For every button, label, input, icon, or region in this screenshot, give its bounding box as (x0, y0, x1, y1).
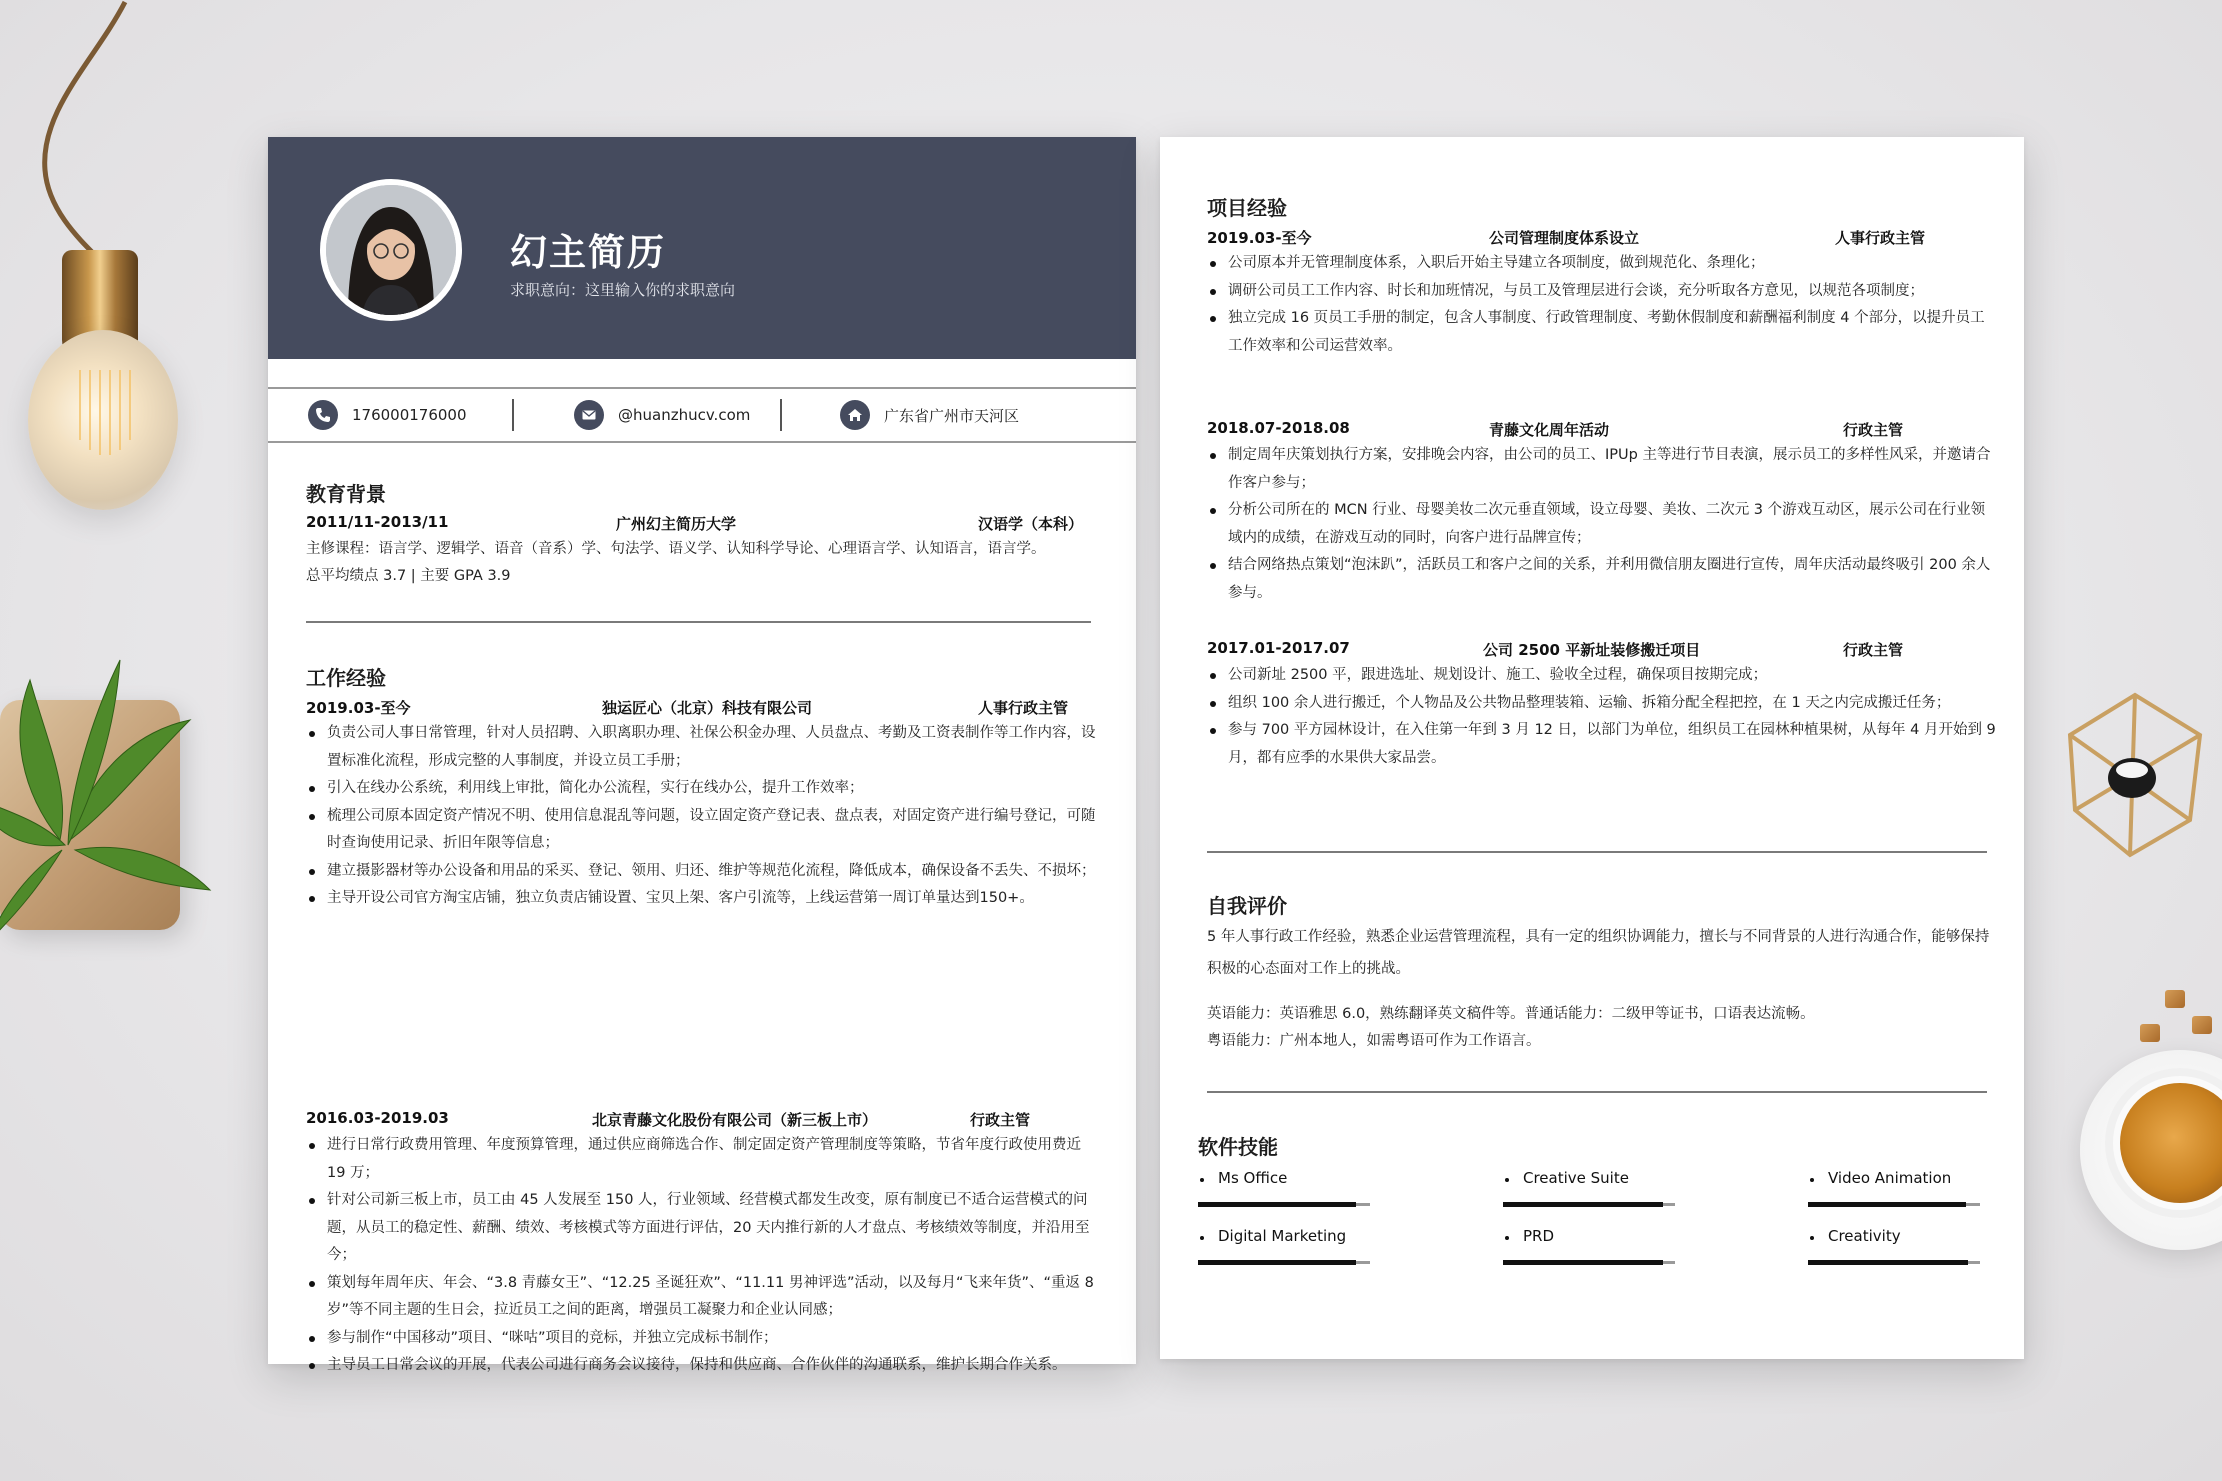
skill-level-fill (1198, 1202, 1356, 1207)
job-row (306, 1109, 1066, 1131)
education-row (306, 513, 1084, 535)
skill-bar (1503, 1203, 1675, 1206)
list-item: 参与 700 平方园林设计，在入住第一年到 3 月 12 日，以部门为单位，组织员工在园林种植果树，从每年 4 月开始到 9 月，都有应季的水果供大家品尝。 (1207, 717, 1997, 772)
skill-item (1503, 1227, 1675, 1264)
project-row (1207, 227, 1967, 249)
skill-bar (1503, 1261, 1675, 1264)
project-period: 2018.07-2018.08 (1207, 419, 1350, 437)
skill-level-fill (1808, 1202, 1966, 1207)
cantonese-skill: 粤语能力：广州本地人，如需粤语可作为工作语言。 (1207, 1033, 1541, 1049)
projects-heading: 项目经验 (1207, 196, 1287, 220)
sugar-cube (2192, 1016, 2212, 1034)
skill-label: Video Animation (1808, 1169, 1980, 1193)
job-role: 人事行政主管 (978, 699, 1069, 717)
language-skills (1207, 1001, 1997, 1055)
person-portrait-icon (326, 185, 456, 315)
list-item: 梳理公司原本固定资产情况不明、使用信息混乱等问题，设立固定资产登记表、盘点表，对固定资产进行编号登记，可随时查询使用记录、折旧年限等信息； (306, 803, 1096, 858)
job-row (306, 697, 1069, 719)
project-bullets (1207, 662, 1997, 772)
list-item: 公司原本并无管理制度体系，入职后开始主导建立各项制度，做到规范化、条理化； (1207, 250, 1997, 278)
list-item: 独立完成 16 页员工手册的制定，包含人事制度、行政管理制度、考勤休假制度和薪酬福利制度 4 个部分，以提升员工工作效率和公司运营效率。 (1207, 305, 1997, 360)
list-item: 策划每年周年庆、年会、“3.8 青藤女王”、“12.25 圣诞狂欢”、“11.11 男神评选”活动，以及每月“飞来年货”、“重返 8 岁”等不同主题的生日会，拉近员工之间的距离，增强员工凝聚力和企业认同感； (306, 1270, 1096, 1325)
job-role: 行政主管 (970, 1111, 1031, 1129)
list-item: 建立摄影器材等办公设备和用品的采买、登记、领用、归还、维护等规范化流程，降低成本，确保设备不丢失、不损坏； (306, 858, 1096, 886)
list-item: 组织 100 余人进行搬迁，个人物品及公共物品整理装箱、运输、拆箱分配全程把控，在 1 天之内完成搬迁任务； (1207, 690, 1997, 718)
bulb-filament-icon (70, 370, 140, 460)
education-gpa: 总平均绩点 3.7 | 主要 GPA 3.9 (306, 568, 511, 584)
divider (780, 399, 782, 431)
list-item: 公司新址 2500 平，跟进选址、规划设计、施工、验收全过程，确保项目按期完成； (1207, 662, 1997, 690)
list-item: 引入在线办公系统，利用线上审批，简化办公流程，实行在线办公，提升工作效率； (306, 775, 1096, 803)
project-period: 2019.03-至今 (1207, 229, 1312, 247)
skill-bar (1808, 1203, 1980, 1206)
project-role: 人事行政主管 (1835, 229, 1926, 247)
project-period: 2017.01-2017.07 (1207, 639, 1350, 657)
address: 广东省广州市天河区 (884, 406, 1020, 425)
resume-title: 幻主简历 (510, 231, 666, 274)
contact-address (840, 399, 1019, 431)
list-item: 调研公司员工工作内容、时长和加班情况，与员工及管理层进行会谈，充分听取各方意见，以规范各项制度； (1207, 278, 1997, 306)
section-divider (1207, 1091, 1987, 1093)
education-major: 汉语学（本科） (978, 515, 1084, 533)
education-period: 2011/11-2013/11 (306, 513, 449, 531)
project-bullets (1207, 442, 1997, 607)
skill-label: Creative Suite (1503, 1169, 1675, 1193)
job-bullets (306, 1132, 1096, 1380)
project-name: 青藤文化周年活动 (1489, 421, 1610, 439)
list-item: 分析公司所在的 MCN 行业、母婴美妆二次元垂直领域，设立母婴、美妆、二次元 3 个游戏互动区，展示公司在行业领域内的成绩，在游戏互动的同时，向客户进行品牌宣传； (1207, 497, 1997, 552)
project-bullets (1207, 250, 1997, 360)
skill-bar (1198, 1203, 1370, 1206)
education-details (306, 536, 1096, 590)
contact-phone (308, 399, 467, 431)
resume-header (268, 137, 1136, 359)
phone-number[interactable]: 176000176000 (352, 406, 467, 424)
education-heading: 教育背景 (306, 482, 386, 506)
job-objective[interactable]: 求职意向：这里输入你的求职意向 (510, 281, 736, 299)
sugar-cube (2140, 1024, 2160, 1042)
section-divider (306, 621, 1091, 623)
email-address[interactable]: @huanzhucv.com (618, 406, 751, 424)
home-icon (840, 400, 870, 430)
skill-label: Creativity (1808, 1227, 1980, 1251)
list-item: 制定周年庆策划执行方案，安排晚会内容，由公司的员工、IPUp 主等进行节目表演，展示员工的多样性风采，并邀请合作客户参与； (1207, 442, 1997, 497)
phone-icon (308, 400, 338, 430)
job-company: 独运匠心（北京）科技有限公司 (602, 699, 813, 717)
list-item: 负责公司人事日常管理，针对人员招聘、入职离职办理、社保公积金办理、人员盘点、考勤及工资表制作等工作内容，设置标准化流程，形成完整的人事制度，并设立员工手册； (306, 720, 1096, 775)
geometric-candle-holder-icon (2060, 690, 2210, 860)
resume-page-one (268, 137, 1136, 1373)
list-item: 进行日常行政费用管理、年度预算管理，通过供应商筛选合作、制定固定资产管理制度等策略，节省年度行政使用费近 19 万； (306, 1132, 1096, 1187)
resume-page-two (1160, 137, 2024, 1359)
skill-item (1198, 1227, 1370, 1264)
profile-photo (326, 185, 456, 315)
skill-level-fill (1198, 1260, 1356, 1265)
self-eval-heading: 自我评价 (1207, 894, 1287, 918)
work-heading: 工作经验 (306, 666, 386, 690)
project-role: 行政主管 (1843, 641, 1904, 659)
avatar (320, 179, 462, 321)
skill-level-fill (1503, 1202, 1663, 1207)
skill-item (1503, 1169, 1675, 1206)
list-item: 参与制作“中国移动”项目、“咪咕”项目的竞标，并独立完成标书制作； (306, 1325, 1096, 1353)
project-name: 公司 2500 平新址装修搬迁项目 (1483, 641, 1701, 659)
plant-icon (0, 640, 260, 940)
list-item: 主导员工日常会议的开展，代表公司进行商务会议接待，保持和供应商、合作伙伴的沟通联系，维护长期合作关系。 (306, 1352, 1096, 1380)
self-eval-summary: 5 年人事行政工作经验，熟悉企业运营管理流程，具有一定的组织协调能力，擅长与不同背景的人进行沟通合作，能够保持积极的心态面对工作上的挑战。 (1207, 929, 1990, 977)
job-period: 2019.03-至今 (306, 699, 411, 717)
project-role: 行政主管 (1843, 421, 1904, 439)
job-company: 北京青藤文化股份有限公司（新三板上市） (592, 1111, 878, 1129)
project-name: 公司管理制度体系设立 (1489, 229, 1640, 247)
skill-item (1198, 1169, 1370, 1206)
skill-bar (1198, 1261, 1370, 1264)
skill-label: Ms Office (1198, 1169, 1370, 1193)
project-row (1207, 639, 1967, 661)
skill-item (1808, 1169, 1980, 1206)
skill-level-fill (1503, 1260, 1663, 1265)
contact-bar (268, 387, 1136, 443)
skill-item (1808, 1227, 1980, 1264)
job-period: 2016.03-2019.03 (306, 1109, 449, 1127)
list-item: 主导开设公司官方淘宝店铺，独立负责店铺设置、宝贝上架、客户引流等，上线运营第一周订单量达到150+。 (306, 885, 1096, 913)
project-row (1207, 419, 1967, 441)
english-skill: 英语能力：英语雅思 6.0，熟练翻译英文稿件等。普通话能力：二级甲等证书，口语表达流畅。 (1207, 1006, 1815, 1022)
skill-label: PRD (1503, 1227, 1675, 1251)
skill-level-fill (1808, 1260, 1968, 1265)
contact-email (574, 399, 750, 431)
list-item: 结合网络热点策划“泡沫趴”，活跃员工和客户之间的关系，并利用微信朋友圈进行宣传，周年庆活动最终吸引 200 余人参与。 (1207, 552, 1997, 607)
skill-label: Digital Marketing (1198, 1227, 1370, 1251)
education-courses: 主修课程：语言学、逻辑学、语音（音系）学、句法学、语义学、认知科学导论、心理语言学、认知语言，语言学。 (306, 541, 1046, 557)
list-item: 针对公司新三板上市，员工由 45 人发展至 150 人，行业领域、经营模式都发生改变，原有制度已不适合运营模式的问题，从员工的稳定性、薪酬、绩效、考核模式等方面进行评估，20 天内推行新的人才盘点、考核绩效等制度，并沿用至今； (306, 1187, 1096, 1270)
skills-heading: 软件技能 (1198, 1135, 1278, 1159)
divider (512, 399, 514, 431)
education-school: 广州幻主简历大学 (616, 515, 737, 533)
sugar-cube (2165, 990, 2185, 1008)
section-divider (1207, 851, 1987, 853)
skill-bar (1808, 1261, 1980, 1264)
job-bullets (306, 720, 1096, 913)
mail-icon (574, 400, 604, 430)
